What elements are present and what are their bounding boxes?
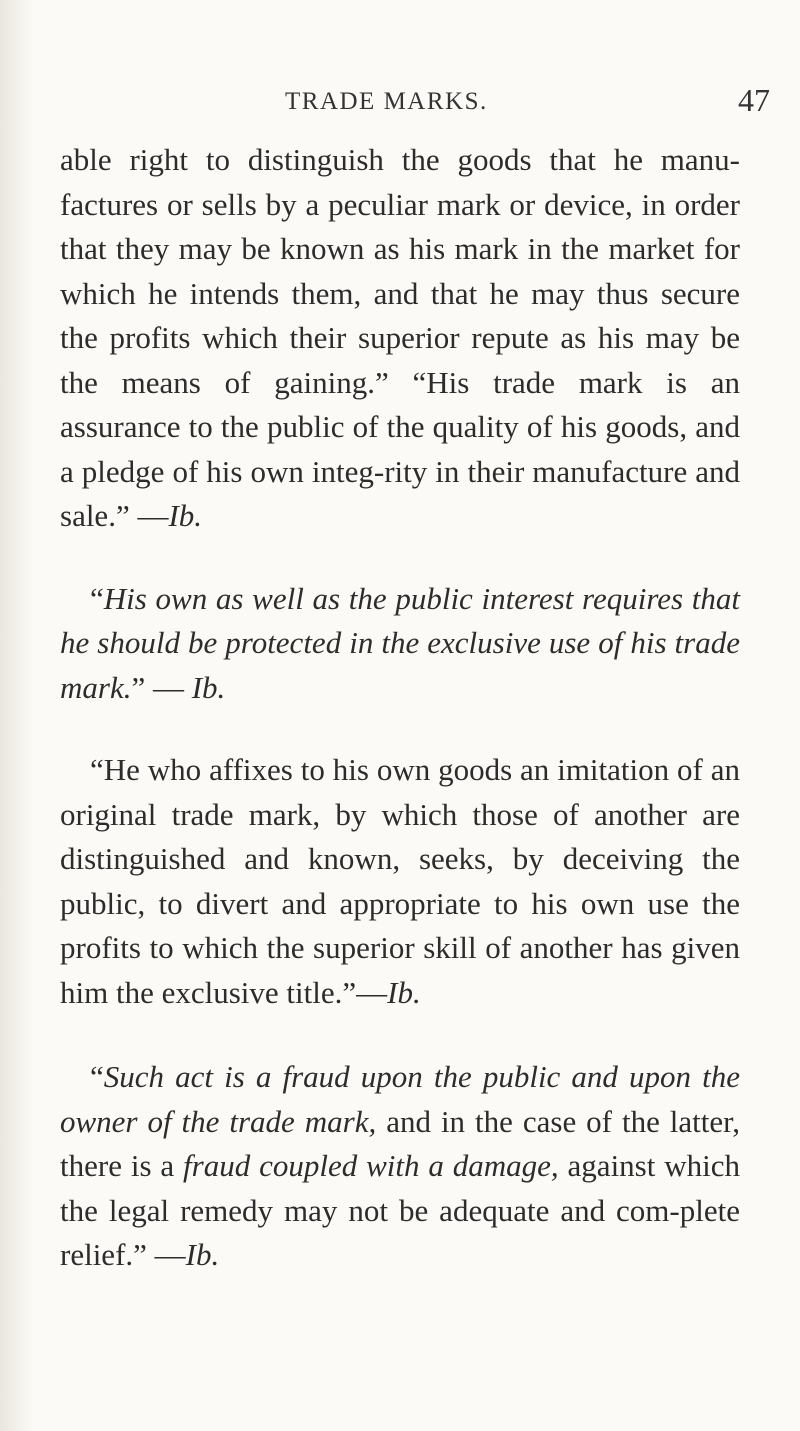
paragraph-3 [60, 748, 740, 1015]
paragraph-2 [60, 577, 740, 711]
paragraph-4-mid: and in the case of the latter, there is a [60, 1103, 740, 1183]
paragraph-4-open-quote: “ [90, 1059, 104, 1094]
paragraph-3-citation: Ib. [387, 974, 421, 1010]
paragraph-4-citation: Ib. [185, 1237, 220, 1272]
paragraph-1-text: able right to distinguish the goods that he manu-factures or sells by a peculiar mark or device, in order that they may be known as his mark in the market for which he intends them, and that he may thus secure the profits which their superior repute as his may be the means of gaining.” “His trade mark is an assurance to the public of the quality of his goods, and a pledge of his own integ-rity in their manufacture and sale.” — [60, 142, 740, 533]
paragraph-4-italic-1: Such act is a fraud upon the public and upon the owner of the trade mark, [60, 1059, 740, 1139]
paragraph-4-end: against which the legal remedy may not be adequate and com-plete relief.” — [60, 1148, 740, 1272]
paragraph-4-italic-2: fraud coupled with a damage, [183, 1148, 559, 1183]
paragraph-3-text: “He who affixes to his own goods an imitation of an original trade mark, by which those of another are distinguished and known, seeks, by deceiving the public, to divert and appropriate to his own use the profits to which the superior skill of another has given him the exclusive title.”— [60, 752, 740, 1010]
page-gutter-shadow [0, 0, 34, 1431]
paragraph-2-italic-text: His own as well as the public interest requires that he should be protected in the exclusive use of his trade mark. [60, 580, 740, 705]
body-text [60, 138, 740, 1278]
paragraph-4 [60, 1055, 740, 1278]
paragraph-2-close: ” — [131, 669, 192, 705]
running-head-title: TRADE MARKS. [285, 88, 488, 115]
paragraph-1 [60, 138, 740, 539]
page-number: 47 [738, 82, 770, 118]
running-head [0, 82, 800, 122]
paragraph-1-citation: Ib. [168, 498, 203, 533]
paragraph-2-citation: Ib. [191, 669, 226, 705]
paragraph-2-open-quote: “ [90, 580, 104, 616]
